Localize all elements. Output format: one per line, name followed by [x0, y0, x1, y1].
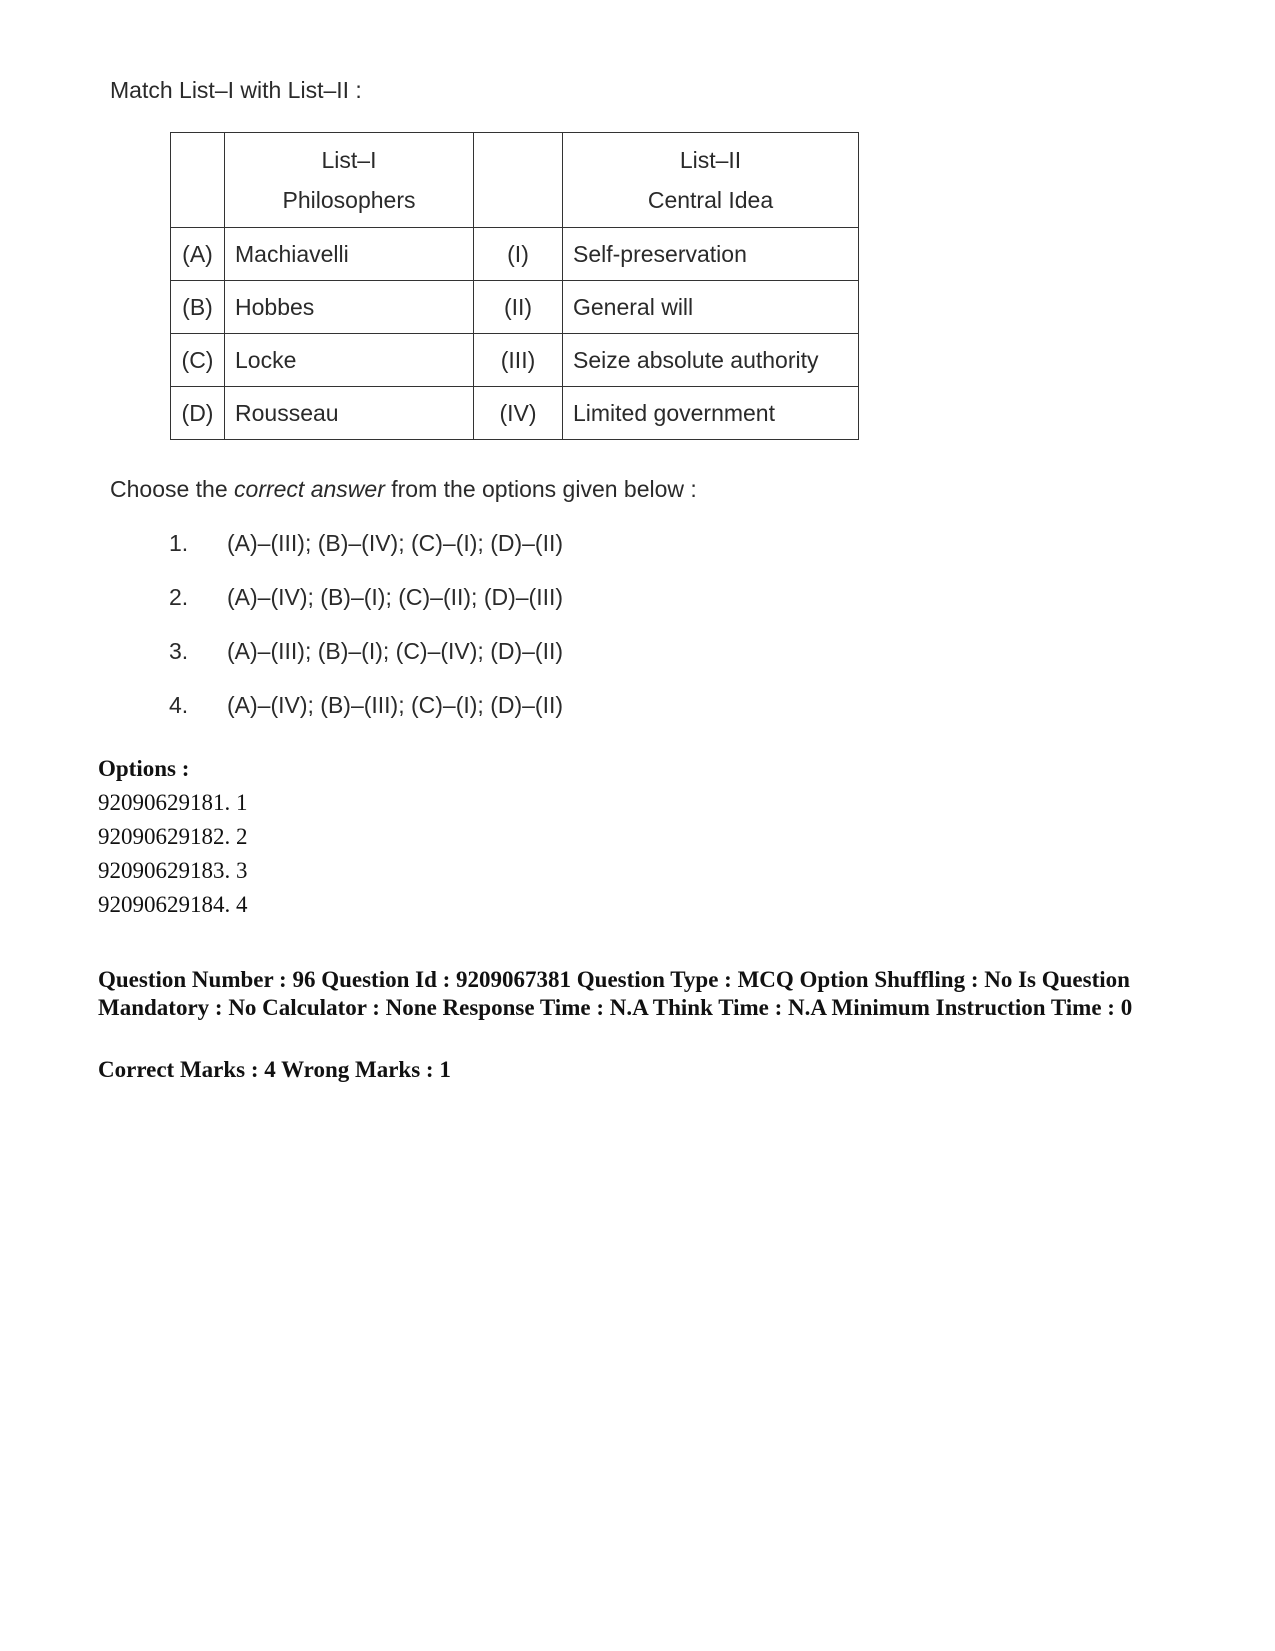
choose-suffix: from the options given below : [384, 476, 697, 502]
row-roman: (I) [474, 228, 563, 281]
table-row [171, 334, 859, 387]
match-instruction: Match List–I with List–II : [110, 77, 362, 103]
answer-choice [169, 692, 563, 719]
choice-number: 4. [169, 692, 189, 718]
list1-header [225, 133, 474, 228]
option-item: 92090629181. 1 [98, 790, 248, 815]
philosopher-name: Rousseau [225, 387, 474, 440]
option-item: 92090629184. 4 [98, 892, 248, 917]
philosopher-name: Hobbes [225, 281, 474, 334]
option-item: 92090629182. 2 [98, 824, 248, 849]
row-label: (B) [171, 281, 225, 334]
row-roman: (IV) [474, 387, 563, 440]
central-idea: General will [563, 281, 859, 334]
choice-text: (A)–(III); (B)–(I); (C)–(IV); (D)–(II) [227, 638, 564, 664]
row-label: (A) [171, 228, 225, 281]
row-label: (C) [171, 334, 225, 387]
header-blank-cell [474, 133, 563, 228]
match-table [170, 132, 859, 440]
choice-number: 2. [169, 584, 189, 610]
central-idea: Self-preservation [563, 228, 859, 281]
table-row [171, 228, 859, 281]
philosopher-name: Locke [225, 334, 474, 387]
question-metadata: Question Number : 96 Question Id : 9209067381 Question Type : MCQ Option Shuffling : No Is Question Mandatory : No Calculator : None Response Time : N.A Think Time : N.A Minimum Instruction Time : 0 [98, 967, 1133, 1020]
choice-text: (A)–(IV); (B)–(I); (C)–(II); (D)–(III) [227, 584, 564, 610]
choose-emphasis: correct answer [234, 476, 385, 502]
choice-number: 1. [169, 530, 189, 556]
row-roman: (III) [474, 334, 563, 387]
options-heading: Options : [98, 756, 190, 781]
answer-choice [169, 530, 563, 557]
list2-header [563, 133, 859, 228]
header-blank-cell [171, 133, 225, 228]
answer-choice [169, 584, 563, 611]
options-block [98, 752, 248, 922]
list1-title: List–I [321, 147, 377, 173]
choice-text: (A)–(IV); (B)–(III); (C)–(I); (D)–(II) [227, 692, 564, 718]
table-row [171, 387, 859, 440]
row-roman: (II) [474, 281, 563, 334]
choose-prefix: Choose the [110, 476, 235, 502]
list2-subtitle: Central Idea [647, 187, 774, 213]
central-idea: Seize absolute authority [563, 334, 859, 387]
list2-title: List–II [679, 147, 742, 173]
table-header-row [171, 133, 859, 228]
answer-choice [169, 638, 563, 665]
row-label: (D) [171, 387, 225, 440]
philosopher-name: Machiavelli [225, 228, 474, 281]
choice-text: (A)–(III); (B)–(IV); (C)–(I); (D)–(II) [227, 530, 564, 556]
table-row [171, 281, 859, 334]
option-item: 92090629183. 3 [98, 858, 248, 883]
central-idea: Limited government [563, 387, 859, 440]
choose-instruction [110, 476, 697, 503]
choice-number: 3. [169, 638, 189, 664]
marks-info: Correct Marks : 4 Wrong Marks : 1 [98, 1057, 451, 1082]
list1-subtitle: Philosophers [282, 187, 416, 213]
